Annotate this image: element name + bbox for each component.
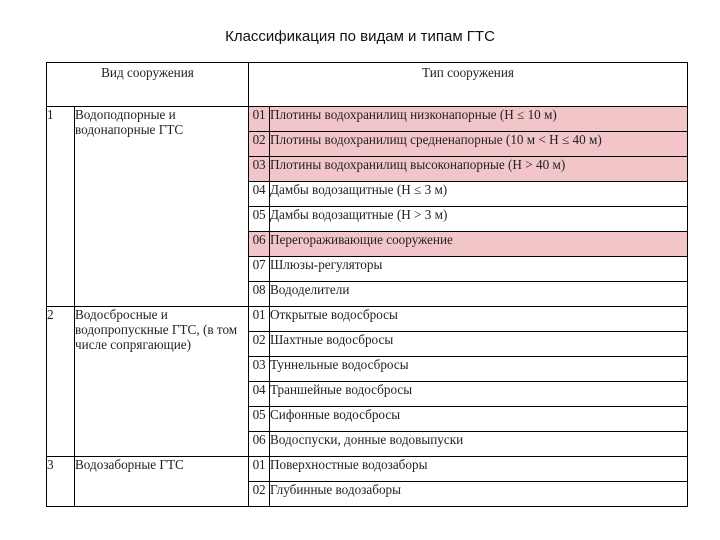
type-text: Траншейные водосбросы [270, 382, 688, 407]
type-text: Глубинные водозаборы [270, 482, 688, 507]
type-code: 01 [249, 307, 270, 332]
type-text: Плотины водохранилищ высоконапорные (Н > 40 м) [270, 157, 688, 182]
group-number: 1 [47, 107, 75, 307]
type-code: 04 [249, 382, 270, 407]
type-text: Поверхностные водозаборы [270, 457, 688, 482]
type-code: 07 [249, 257, 270, 282]
type-text: Открытые водосбросы [270, 307, 688, 332]
header-tip [249, 63, 688, 107]
table-row [47, 107, 688, 132]
table-body [47, 63, 688, 507]
type-code: 04 [249, 182, 270, 207]
type-text: Вододелители [270, 282, 688, 307]
type-code: 02 [249, 332, 270, 357]
type-code: 03 [249, 357, 270, 382]
type-code: 01 [249, 457, 270, 482]
header-vid-label: Вид сооружения [101, 65, 194, 80]
table-row [47, 307, 688, 332]
type-code: 06 [249, 432, 270, 457]
classification-table [46, 62, 688, 507]
type-code: 01 [249, 107, 270, 132]
page-title: Классификация по видам и типам ГТС [225, 28, 495, 45]
type-code: 02 [249, 132, 270, 157]
type-text: Туннельные водосбросы [270, 357, 688, 382]
header-tip-label: Тип сооружения [422, 65, 514, 80]
type-code: 02 [249, 482, 270, 507]
group-number: 3 [47, 457, 75, 507]
table-header-row [47, 63, 688, 107]
type-text: Плотины водохранилищ низконапорные (Н ≤ 10 м) [270, 107, 688, 132]
group-vid: Водоподпорные и водонапорные ГТС [75, 107, 249, 307]
type-text: Дамбы водозащитные (Н > 3 м) [270, 207, 688, 232]
type-text: Плотины водохранилищ средненапорные (10 м < Н ≤ 40 м) [270, 132, 688, 157]
table-row [47, 457, 688, 482]
type-text: Шахтные водосбросы [270, 332, 688, 357]
type-code: 06 [249, 232, 270, 257]
group-vid: Водосбросные и водопропускные ГТС, (в том числе сопрягающие) [75, 307, 249, 457]
type-text: Водоспуски, донные водовыпуски [270, 432, 688, 457]
type-code: 03 [249, 157, 270, 182]
type-text: Перегораживающие сооружение [270, 232, 688, 257]
type-text: Шлюзы-регуляторы [270, 257, 688, 282]
group-number: 2 [47, 307, 75, 457]
type-code: 05 [249, 207, 270, 232]
type-text: Дамбы водозащитные (Н ≤ 3 м) [270, 182, 688, 207]
group-vid: Водозаборные ГТС [75, 457, 249, 507]
header-vid [47, 63, 249, 107]
type-code: 05 [249, 407, 270, 432]
type-text: Сифонные водосбросы [270, 407, 688, 432]
type-code: 08 [249, 282, 270, 307]
